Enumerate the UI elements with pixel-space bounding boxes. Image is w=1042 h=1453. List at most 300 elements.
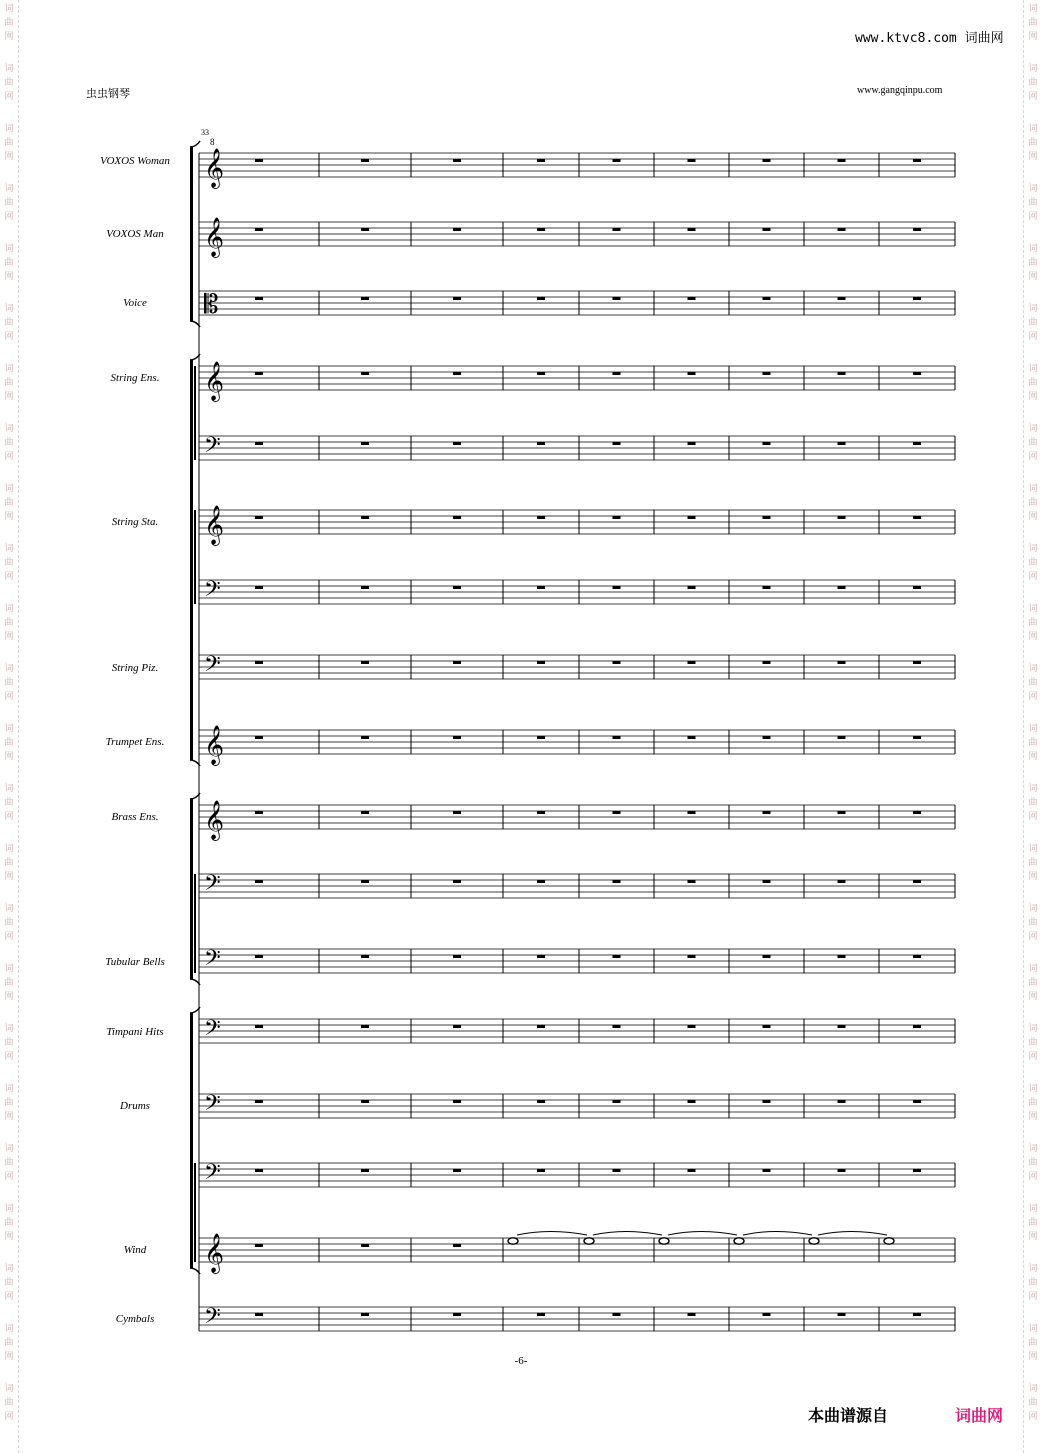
whole-rest (913, 1025, 921, 1028)
whole-rest (361, 661, 369, 664)
watermark-char: 网 (4, 1412, 14, 1422)
whole-note (734, 1238, 744, 1244)
bracket-hook (190, 141, 200, 147)
whole-rest (255, 228, 263, 231)
watermark-char: 词 (4, 964, 14, 974)
watermark-char: 曲 (4, 1278, 14, 1288)
whole-rest (537, 297, 545, 300)
whole-rest (255, 372, 263, 375)
watermark-char: 网 (4, 1292, 14, 1302)
whole-rest (255, 736, 263, 739)
whole-rest (613, 880, 621, 883)
instrument-label: Tubular Bells (105, 956, 165, 968)
site-name: 词曲网 (964, 31, 1004, 46)
watermark-char: 词 (1028, 4, 1038, 14)
whole-rest (613, 1100, 621, 1103)
instrument-label: Timpani Hits (106, 1026, 164, 1038)
whole-rest (613, 661, 621, 664)
whole-rest (361, 1244, 369, 1247)
whole-rest (763, 442, 771, 445)
whole-rest (361, 1025, 369, 1028)
whole-rest (537, 1313, 545, 1316)
whole-rest (613, 955, 621, 958)
watermark-char: 网 (4, 872, 14, 882)
watermark-char: 曲 (4, 258, 14, 268)
whole-rest (453, 955, 461, 958)
whole-rest (763, 955, 771, 958)
whole-rest (453, 442, 461, 445)
whole-rest (361, 228, 369, 231)
whole-rest (361, 736, 369, 739)
watermark-char: 曲 (4, 318, 14, 328)
watermark-char: 曲 (4, 138, 14, 148)
watermark-char: 曲 (1028, 1278, 1038, 1288)
watermark-char: 词 (1028, 484, 1038, 494)
watermark-char: 词 (1028, 124, 1038, 134)
whole-rest (838, 1100, 846, 1103)
whole-rest (688, 811, 696, 814)
tie (668, 1232, 737, 1236)
watermark-char: 曲 (1028, 18, 1038, 28)
watermark-char: 网 (4, 512, 14, 522)
instrument-label: VOXOS Woman (100, 155, 170, 167)
bass-clef: 𝄢 (204, 1091, 221, 1121)
treble-clef: 𝄞 (204, 505, 225, 545)
watermark-char: 网 (1028, 692, 1038, 702)
whole-rest (913, 1313, 921, 1316)
watermark-char: 曲 (4, 498, 14, 508)
whole-rest (255, 1169, 263, 1172)
whole-rest (763, 1100, 771, 1103)
whole-rest (537, 661, 545, 664)
whole-rest (361, 586, 369, 589)
whole-rest (453, 1025, 461, 1028)
watermark-char: 曲 (4, 1338, 14, 1348)
whole-rest (613, 586, 621, 589)
staff-brace (194, 1163, 196, 1262)
watermark-char: 词 (1028, 1324, 1038, 1334)
whole-rest (838, 1169, 846, 1172)
staff-brace (194, 874, 196, 973)
watermark-char: 词 (4, 364, 14, 374)
instrument-label: Cymbals (115, 1313, 155, 1325)
whole-rest (537, 228, 545, 231)
instrument-label: String Sta. (111, 516, 159, 528)
watermark-char: 曲 (1028, 78, 1038, 88)
watermark-char: 网 (4, 1172, 14, 1182)
watermark-char: 词 (1028, 1384, 1038, 1394)
watermark-char: 网 (4, 812, 14, 822)
watermark-char: 网 (1028, 92, 1038, 102)
watermark-char: 网 (1028, 1172, 1038, 1182)
watermark-char: 词 (1028, 844, 1038, 854)
watermark-char: 词 (1028, 1264, 1038, 1274)
whole-rest (688, 1025, 696, 1028)
watermark-char: 曲 (4, 1098, 14, 1108)
watermark-char: 网 (1028, 332, 1038, 342)
whole-rest (913, 159, 921, 162)
watermark-char: 曲 (1028, 918, 1038, 928)
watermark-char: 词 (1028, 1084, 1038, 1094)
watermark-char: 网 (4, 1232, 14, 1242)
bass-clef: 𝄢 (204, 1160, 221, 1190)
whole-rest (255, 955, 263, 958)
whole-rest (763, 661, 771, 664)
whole-rest (361, 516, 369, 519)
whole-rest (838, 442, 846, 445)
watermark-char: 曲 (4, 78, 14, 88)
whole-rest (453, 880, 461, 883)
whole-rest (838, 736, 846, 739)
watermark-char: 曲 (1028, 798, 1038, 808)
whole-rest (913, 661, 921, 664)
watermark-char: 曲 (1028, 198, 1038, 208)
bass-clef: 𝄢 (204, 1304, 221, 1334)
watermark-char: 网 (1028, 1412, 1038, 1422)
instrument-label: Trumpet Ens. (105, 736, 165, 748)
whole-rest (361, 442, 369, 445)
watermark-char: 词 (4, 1144, 14, 1154)
whole-rest (688, 661, 696, 664)
watermark-char: 词 (1028, 1024, 1038, 1034)
whole-note (584, 1238, 594, 1244)
whole-rest (688, 1313, 696, 1316)
watermark-char: 词 (4, 484, 14, 494)
whole-rest (361, 1100, 369, 1103)
tie (517, 1232, 587, 1236)
watermark-char: 词 (1028, 424, 1038, 434)
watermark-char: 词 (1028, 904, 1038, 914)
whole-rest (361, 372, 369, 375)
watermark-char: 曲 (1028, 1218, 1038, 1228)
watermark-char: 词 (4, 1084, 14, 1094)
whole-rest (255, 297, 263, 300)
treble-clef: 𝄞 (204, 361, 225, 401)
treble-clef: 𝄞 (204, 148, 225, 188)
whole-rest (453, 1313, 461, 1316)
whole-rest (688, 516, 696, 519)
watermark-char: 网 (1028, 812, 1038, 822)
instrument-label: String Piz. (111, 662, 159, 674)
site-url: www.ktvc8.com (855, 31, 957, 46)
watermark-char: 曲 (4, 1218, 14, 1228)
watermark-char: 词 (4, 124, 14, 134)
whole-rest (913, 372, 921, 375)
watermark-char: 曲 (4, 678, 14, 688)
watermark-char: 网 (1028, 152, 1038, 162)
whole-rest (361, 955, 369, 958)
whole-rest (763, 372, 771, 375)
watermark-char: 网 (4, 92, 14, 102)
watermark-char: 网 (1028, 872, 1038, 882)
whole-rest (613, 297, 621, 300)
watermark-char: 词 (1028, 304, 1038, 314)
measure-number: 33 (201, 128, 209, 137)
bass-clef: 𝄢 (204, 433, 221, 463)
whole-rest (361, 159, 369, 162)
watermark-char: 网 (4, 752, 14, 762)
watermark-char: 曲 (1028, 498, 1038, 508)
bass-clef: 𝄢 (204, 1016, 221, 1046)
watermark-char: 网 (1028, 1352, 1038, 1362)
whole-rest (763, 586, 771, 589)
octave-mark: 8 (210, 137, 215, 147)
whole-rest (537, 1100, 545, 1103)
watermark-char: 曲 (1028, 678, 1038, 688)
group-bracket (190, 360, 193, 760)
watermark-char: 曲 (4, 378, 14, 388)
watermark-char: 词 (4, 184, 14, 194)
whole-rest (913, 880, 921, 883)
watermark-char: 词 (1028, 784, 1038, 794)
whole-rest (613, 228, 621, 231)
whole-rest (361, 880, 369, 883)
whole-rest (688, 586, 696, 589)
whole-rest (838, 1313, 846, 1316)
whole-note (508, 1238, 518, 1244)
watermark-char: 网 (1028, 932, 1038, 942)
bass-clef: 𝄢 (204, 577, 221, 607)
whole-note (884, 1238, 894, 1244)
watermark-char: 词 (4, 784, 14, 794)
whole-rest (838, 159, 846, 162)
whole-rest (255, 442, 263, 445)
watermark-char: 网 (1028, 632, 1038, 642)
whole-rest (688, 1169, 696, 1172)
watermark-char: 网 (4, 152, 14, 162)
alto-clef: 𝄡 (204, 290, 219, 320)
whole-rest (838, 661, 846, 664)
group-bracket (190, 799, 193, 979)
whole-rest (688, 1100, 696, 1103)
watermark-char: 词 (4, 1024, 14, 1034)
whole-rest (688, 880, 696, 883)
whole-rest (913, 442, 921, 445)
watermark-char: 网 (4, 992, 14, 1002)
watermark-char: 曲 (4, 918, 14, 928)
whole-rest (255, 661, 263, 664)
whole-rest (361, 1169, 369, 1172)
whole-rest (537, 159, 545, 162)
whole-rest (763, 297, 771, 300)
watermark-char: 曲 (4, 1158, 14, 1168)
footer-source-text: 本曲谱源自 (808, 1406, 889, 1425)
whole-rest (255, 1100, 263, 1103)
watermark-char: 网 (1028, 1052, 1038, 1062)
watermark-char: 词 (1028, 244, 1038, 254)
whole-rest (361, 297, 369, 300)
watermark-char: 词 (4, 604, 14, 614)
whole-rest (453, 661, 461, 664)
watermark-char: 词 (4, 544, 14, 554)
whole-rest (913, 516, 921, 519)
whole-rest (913, 586, 921, 589)
watermark-char: 曲 (4, 1038, 14, 1048)
instrument-label: Wind (123, 1244, 147, 1256)
tie (593, 1232, 662, 1236)
tie (743, 1232, 812, 1236)
watermark-char: 词 (4, 64, 14, 74)
watermark-char: 词 (4, 304, 14, 314)
watermark-char: 词 (4, 244, 14, 254)
whole-rest (763, 1025, 771, 1028)
instrument-label: Voice (123, 297, 147, 309)
whole-rest (613, 811, 621, 814)
watermark-char: 网 (1028, 752, 1038, 762)
whole-rest (838, 586, 846, 589)
watermark-char: 词 (1028, 184, 1038, 194)
page-number: -6- (514, 1355, 528, 1367)
watermark-char: 曲 (1028, 1098, 1038, 1108)
whole-rest (255, 586, 263, 589)
treble-clef: 𝄞 (204, 217, 225, 257)
watermark-char: 曲 (4, 438, 14, 448)
watermark-char: 词 (1028, 604, 1038, 614)
whole-rest (838, 228, 846, 231)
whole-rest (688, 372, 696, 375)
watermark-char: 曲 (1028, 1158, 1038, 1168)
watermark-char: 曲 (4, 18, 14, 28)
treble-clef: 𝄞 (204, 1233, 225, 1273)
footer-source-site: 词曲网 (955, 1406, 1004, 1425)
watermark-char: 词 (1028, 964, 1038, 974)
watermark-char: 词 (1028, 1204, 1038, 1214)
whole-rest (613, 516, 621, 519)
watermark-char: 曲 (1028, 138, 1038, 148)
treble-clef: 𝄞 (204, 725, 225, 765)
whole-rest (763, 811, 771, 814)
whole-rest (537, 442, 545, 445)
watermark-char: 词 (1028, 664, 1038, 674)
whole-rest (688, 955, 696, 958)
whole-rest (913, 228, 921, 231)
watermark-char: 网 (4, 632, 14, 642)
whole-rest (613, 372, 621, 375)
watermark-char: 网 (1028, 572, 1038, 582)
watermark-char: 网 (1028, 992, 1038, 1002)
whole-rest (913, 1169, 921, 1172)
watermark-char: 曲 (4, 738, 14, 748)
header-left: 虫虫钢琴 (86, 88, 130, 100)
watermark-char: 词 (4, 4, 14, 14)
whole-rest (688, 228, 696, 231)
whole-rest (613, 736, 621, 739)
whole-rest (838, 516, 846, 519)
whole-rest (537, 736, 545, 739)
whole-rest (453, 811, 461, 814)
watermark-char: 网 (4, 332, 14, 342)
whole-rest (255, 880, 263, 883)
whole-rest (913, 297, 921, 300)
watermark-char: 词 (4, 724, 14, 734)
watermark-char: 曲 (1028, 1038, 1038, 1048)
whole-rest (255, 1244, 263, 1247)
watermark-char: 网 (1028, 32, 1038, 42)
whole-rest (537, 955, 545, 958)
whole-rest (613, 1025, 621, 1028)
whole-rest (453, 586, 461, 589)
watermark-char: 网 (1028, 512, 1038, 522)
watermark-char: 曲 (1028, 1398, 1038, 1408)
whole-rest (453, 1169, 461, 1172)
whole-rest (913, 1100, 921, 1103)
watermark-char: 曲 (1028, 978, 1038, 988)
watermark-char: 词 (1028, 1144, 1038, 1154)
whole-rest (913, 811, 921, 814)
whole-rest (838, 880, 846, 883)
whole-rest (913, 955, 921, 958)
watermark-char: 网 (1028, 272, 1038, 282)
watermark-char: 曲 (1028, 858, 1038, 868)
instrument-label: VOXOS Man (106, 228, 164, 240)
watermark-char: 词 (1028, 64, 1038, 74)
whole-rest (613, 1169, 621, 1172)
watermark-char: 曲 (1028, 738, 1038, 748)
watermark-char: 词 (1028, 724, 1038, 734)
watermark-char: 曲 (4, 198, 14, 208)
header-right: www.gangqinpu.com (857, 85, 943, 96)
whole-rest (763, 736, 771, 739)
whole-rest (537, 372, 545, 375)
whole-rest (688, 442, 696, 445)
watermark-char: 网 (1028, 1112, 1038, 1122)
watermark-char: 网 (4, 692, 14, 702)
watermark-char: 网 (4, 1112, 14, 1122)
watermark-char: 网 (4, 32, 14, 42)
whole-rest (763, 1169, 771, 1172)
whole-rest (838, 372, 846, 375)
whole-rest (453, 159, 461, 162)
whole-rest (688, 159, 696, 162)
watermark-char: 网 (4, 572, 14, 582)
whole-rest (537, 811, 545, 814)
bass-clef: 𝄢 (204, 946, 221, 976)
whole-rest (361, 811, 369, 814)
whole-rest (838, 1025, 846, 1028)
whole-note (659, 1238, 669, 1244)
watermark-char: 网 (4, 212, 14, 222)
group-bracket (190, 1013, 193, 1268)
watermark-char: 词 (4, 1384, 14, 1394)
treble-clef: 𝄞 (204, 800, 225, 840)
whole-rest (453, 1244, 461, 1247)
watermark-char: 网 (1028, 1232, 1038, 1242)
whole-rest (838, 811, 846, 814)
watermark-char: 网 (4, 452, 14, 462)
whole-rest (613, 442, 621, 445)
staff-brace (194, 510, 196, 604)
watermark-char: 词 (4, 1204, 14, 1214)
watermark-char: 曲 (4, 978, 14, 988)
whole-rest (453, 516, 461, 519)
watermark-char: 网 (4, 272, 14, 282)
instrument-label: String Ens. (110, 372, 160, 384)
whole-rest (537, 586, 545, 589)
watermark-char: 曲 (1028, 438, 1038, 448)
watermark-char: 曲 (4, 858, 14, 868)
whole-rest (255, 1025, 263, 1028)
watermark-char: 网 (4, 392, 14, 402)
whole-rest (255, 811, 263, 814)
whole-rest (453, 228, 461, 231)
whole-rest (537, 516, 545, 519)
watermark-char: 词 (4, 844, 14, 854)
watermark-char: 网 (1028, 392, 1038, 402)
whole-rest (453, 297, 461, 300)
bass-clef: 𝄢 (204, 871, 221, 901)
watermark-char: 网 (4, 1052, 14, 1062)
group-bracket (190, 147, 193, 321)
